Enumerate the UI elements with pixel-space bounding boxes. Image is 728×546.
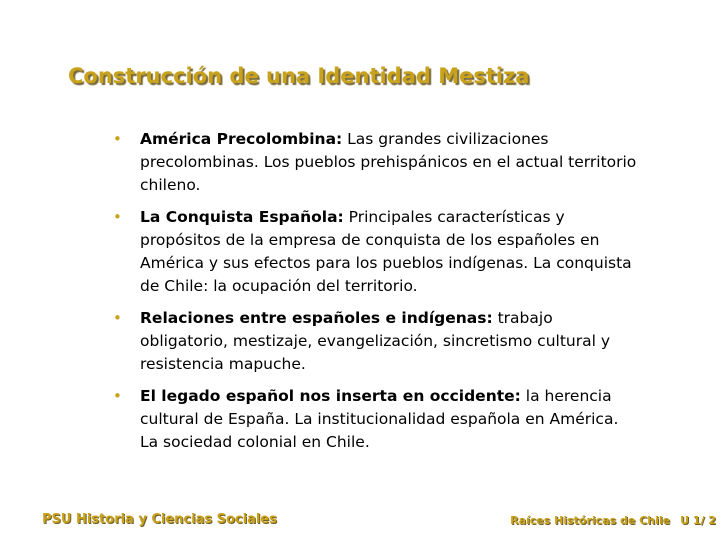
bullet-title: El legado español nos inserta en occidente: bbox=[140, 387, 521, 405]
footer-section: Raíces Históricas de Chile bbox=[510, 514, 671, 527]
footer-course: PSU Historia y Ciencias Sociales bbox=[42, 512, 277, 527]
bullet-text: la herencia cultural de España. La institucionalidad española en América. La sociedad colonial en Chile. bbox=[140, 387, 619, 451]
footer-unit: U 1/ 2 bbox=[680, 514, 716, 527]
bullet-item-precolombina bbox=[113, 128, 638, 197]
bullet-item-conquista bbox=[113, 206, 638, 298]
bullet-title: La Conquista Española: bbox=[140, 208, 344, 226]
bullet-title: Relaciones entre españoles e indígenas: bbox=[140, 309, 493, 327]
bullet-icon: • bbox=[113, 387, 122, 405]
bullet-text: Principales características y propósitos de la empresa de conquista de los españoles en América y sus efectos para los pueblos indígenas. La conquista de Chile: la ocupación del territorio. bbox=[140, 208, 632, 295]
bullet-text: trabajo obligatorio, mestizaje, evangelización, sincretismo cultural y resistencia mapuche. bbox=[140, 309, 611, 373]
bullet-title: América Precolombina: bbox=[140, 130, 343, 148]
footer-right bbox=[510, 514, 716, 527]
bullet-item-legado bbox=[113, 385, 638, 454]
slide-title: Construcción de una Identidad Mestiza bbox=[68, 64, 530, 88]
bullet-item-relaciones bbox=[113, 307, 638, 376]
bullet-icon: • bbox=[113, 208, 122, 226]
bullet-icon: • bbox=[113, 309, 122, 327]
bullet-list bbox=[113, 128, 638, 463]
bullet-text: Las grandes civilizaciones precolombinas. Los pueblos prehispánicos en el actual territorio chileno. bbox=[140, 130, 637, 194]
bullet-icon: • bbox=[113, 130, 122, 148]
